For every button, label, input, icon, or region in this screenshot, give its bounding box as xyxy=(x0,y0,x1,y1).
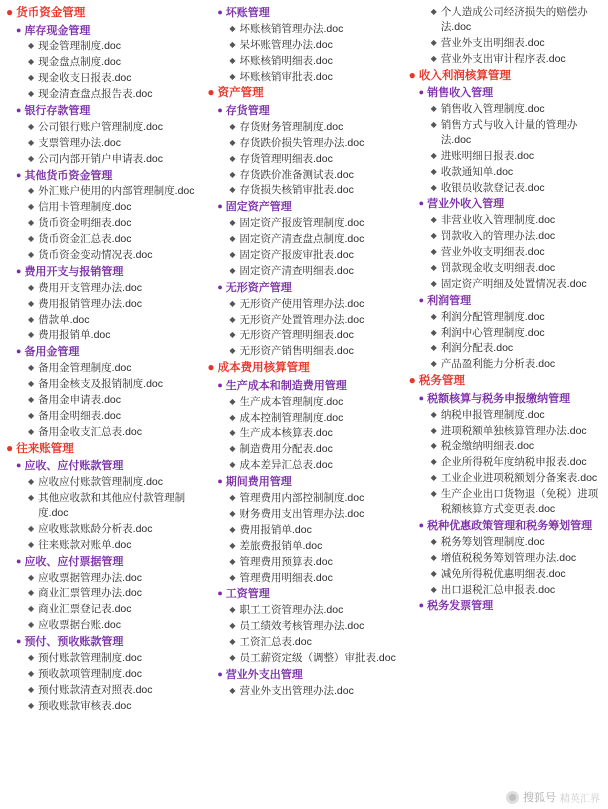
column-2 xyxy=(203,4,404,700)
bullet-icon: ● xyxy=(6,440,14,455)
list-item[interactable]: ◆ 罚款现金收支明细表.doc xyxy=(430,261,556,274)
dot-icon: ◆ xyxy=(430,359,437,369)
dot-icon: ◆ xyxy=(229,556,236,566)
list-item[interactable]: ◆ 职工工资管理办法.doc xyxy=(229,604,344,617)
list-item[interactable]: ◆ 增值税税务筹划管理办法.doc xyxy=(430,551,577,564)
dot-icon: ◆ xyxy=(229,314,236,324)
subsection-heading: ● 期间费用管理 xyxy=(217,476,292,489)
subsection-heading: ● 税种优惠政策管理和税务筹划管理 xyxy=(418,519,593,532)
bullet-icon: ● xyxy=(217,379,223,390)
list-item[interactable]: ◆ 外汇账户使用的内部管理制度.doc xyxy=(28,185,195,198)
dot-icon: ◆ xyxy=(28,89,35,99)
list-item[interactable]: ◆ 利润分配管理制度.doc xyxy=(430,310,545,323)
bullet-icon: ● xyxy=(16,460,22,471)
list-item[interactable]: ◆ 费用报销管理办法.doc xyxy=(28,297,143,310)
dot-icon: ◆ xyxy=(28,604,35,614)
bullet-icon: ● xyxy=(16,265,22,276)
bullet-icon: ● xyxy=(217,201,223,212)
dot-icon: ◆ xyxy=(430,37,437,47)
section-heading: ● 成本费用核算管理 xyxy=(207,360,310,375)
list-item[interactable]: ◆ 收款通知单.doc xyxy=(430,165,514,178)
dot-icon: ◆ xyxy=(430,103,437,113)
dot-icon: ◆ xyxy=(430,166,437,176)
list-item[interactable]: ◆ 无形资产处置管理办法.doc xyxy=(229,313,365,326)
dot-icon: ◆ xyxy=(229,508,236,518)
section-heading: ● 货币资金管理 xyxy=(6,5,86,19)
list-item[interactable]: ◆ 固定资产清查盘点制度.doc xyxy=(229,233,365,246)
column-1 xyxy=(2,4,203,715)
subsection-heading: ● 应收、应付账款管理 xyxy=(16,460,124,473)
list-item[interactable]: ◆ 差旅费报销单.doc xyxy=(229,539,323,552)
bullet-icon: ● xyxy=(408,373,416,388)
list-item[interactable]: ◆ 费用报销单.doc xyxy=(28,329,111,342)
dot-icon: ◆ xyxy=(28,539,35,549)
dot-icon: ◆ xyxy=(229,346,236,356)
dot-icon: ◆ xyxy=(229,121,236,131)
list-item[interactable]: ◆ 员工薪资定级（调整）审批表.doc xyxy=(229,652,396,665)
list-item[interactable]: ◆ 坏账核销明细表.doc xyxy=(229,54,333,67)
dot-icon: ◆ xyxy=(28,282,35,292)
list-item[interactable]: ◆ 坏账核销审批表.doc xyxy=(229,70,333,83)
list-item[interactable]: ◆ 现金清查盘点报告表.doc xyxy=(28,88,153,101)
bullet-icon: ● xyxy=(408,67,416,82)
bullet-icon: ● xyxy=(16,104,22,115)
list-item[interactable]: ◆ 存货跌价损失管理办法.doc xyxy=(229,136,365,149)
list-item[interactable]: ◆ 管理费用内部控制制度.doc xyxy=(229,492,365,505)
column-3 xyxy=(405,4,606,615)
dot-icon: ◆ xyxy=(229,460,236,470)
bullet-icon: ● xyxy=(217,104,223,115)
dot-icon: ◆ xyxy=(229,137,236,147)
list-item[interactable]: ◆ 出口退税汇总申报表.doc xyxy=(430,583,556,596)
dot-icon: ◆ xyxy=(229,493,236,503)
subsection-heading: ● 销售收入管理 xyxy=(418,87,494,100)
dot-icon: ◆ xyxy=(229,572,236,582)
dot-icon: ◆ xyxy=(28,684,35,694)
bullet-icon: ● xyxy=(16,346,22,357)
list-item[interactable]: ◆ 预付账款管理制度.doc xyxy=(28,651,143,664)
dot-icon: ◆ xyxy=(229,396,236,406)
list-item[interactable]: ◆ 公司内部开销户申请表.doc xyxy=(28,152,164,165)
list-item[interactable]: ◆ 预收款项管理制度.doc xyxy=(28,667,143,680)
list-item[interactable]: ◆ 往来账款对账单.doc xyxy=(28,538,132,551)
dot-icon: ◆ xyxy=(229,169,236,179)
bullet-icon: ● xyxy=(217,281,223,292)
list-item[interactable]: ◆ 支票管理办法.doc xyxy=(28,136,122,149)
bullet-icon: ● xyxy=(16,555,22,566)
dot-icon: ◆ xyxy=(229,637,236,647)
subsection-heading: ● 税务发票管理 xyxy=(418,600,494,613)
list-item[interactable]: ◆ 财务费用支出管理办法.doc xyxy=(229,507,365,520)
dot-icon: ◆ xyxy=(229,298,236,308)
dot-icon: ◆ xyxy=(430,247,437,257)
list-item[interactable]: ◆ 预收账款审核表.doc xyxy=(28,699,132,712)
list-item[interactable]: ◆ 备用金明细表.doc xyxy=(28,409,122,422)
subsection-heading: ● 备用金管理 xyxy=(16,346,80,359)
subsection-heading: ● 应收、应付票据管理 xyxy=(16,555,124,568)
list-item[interactable]: ◆ 商业汇票登记表.doc xyxy=(28,603,132,616)
bullet-icon: ● xyxy=(418,198,425,209)
list-item[interactable]: ◆ 罚款收入的管理办法.doc xyxy=(430,230,556,243)
list-item[interactable]: ◆ 管理费用预算表.doc xyxy=(229,555,333,568)
subsection-heading: ● 费用开支与报销管理 xyxy=(16,265,124,278)
section-heading: ● 往来账管理 xyxy=(6,440,74,455)
list-item[interactable]: ◆ 成本控制管理制度.doc xyxy=(229,411,344,424)
dot-icon: ◆ xyxy=(28,218,35,228)
dot-icon: ◆ xyxy=(430,343,437,353)
dot-icon: ◆ xyxy=(229,218,236,228)
list-item[interactable]: ◆ 存货财务管理制度.doc xyxy=(229,120,344,133)
list-item[interactable]: ◆ 存货跌价准备测试表.doc xyxy=(229,168,354,181)
list-item[interactable]: ◆ 生产成本核算表.doc xyxy=(229,427,333,440)
subsection-heading: ● 库存现金管理 xyxy=(16,24,91,37)
bullet-icon: ● xyxy=(418,294,425,305)
subsection-heading: ● 税额核算与税务申报缴纳管理 xyxy=(418,392,571,405)
dot-icon: ◆ xyxy=(28,298,35,308)
dot-icon: ◆ xyxy=(28,572,35,582)
dot-icon: ◆ xyxy=(28,121,35,131)
list-item[interactable]: ◆ 企业所得税年度纳税申报表.doc xyxy=(430,456,587,469)
dot-icon: ◆ xyxy=(430,182,437,192)
dot-icon: ◆ xyxy=(28,588,35,598)
dot-icon: ◆ xyxy=(229,55,236,65)
dot-icon: ◆ xyxy=(430,327,437,337)
dot-icon: ◆ xyxy=(28,153,35,163)
dot-icon: ◆ xyxy=(430,262,437,272)
dot-icon: ◆ xyxy=(430,409,437,419)
watermark xyxy=(506,789,600,805)
list-item[interactable]: ◆ 管理费用明细表.doc xyxy=(229,571,333,584)
list-item[interactable]: ◆ 税务筹划管理制度.doc xyxy=(430,535,545,548)
list-item[interactable]: ◆ 应收票据管理办法.doc xyxy=(28,571,143,584)
dot-icon: ◆ xyxy=(430,215,437,225)
dot-icon: ◆ xyxy=(229,653,236,663)
dot-icon: ◆ xyxy=(28,186,35,196)
bullet-icon: ● xyxy=(418,519,425,530)
list-item[interactable]: ◆ 非营业收入管理制度.doc xyxy=(430,214,556,227)
dot-icon: ◆ xyxy=(430,53,437,63)
list-item[interactable]: ◆ 货币资金变动情况表.doc xyxy=(28,249,153,262)
list-item[interactable]: ◆ 应收票据台账.doc xyxy=(28,619,122,632)
dot-icon: ◆ xyxy=(28,620,35,630)
dot-icon: ◆ xyxy=(430,489,437,499)
list-item[interactable]: ◆ 成本差异汇总表.doc xyxy=(229,459,333,472)
subsection-heading: ● 预付、预收账款管理 xyxy=(16,636,124,649)
dot-icon: ◆ xyxy=(28,73,35,83)
dot-icon: ◆ xyxy=(28,250,35,260)
list-item[interactable]: ◆ 产品盈利能力分析表.doc xyxy=(430,358,556,371)
list-item[interactable]: ◆ 呆坏账管理办法.doc xyxy=(229,38,333,51)
list-item[interactable]: ◆ 现金收支日报表.doc xyxy=(28,72,132,85)
subsection-heading: ● 工资管理 xyxy=(217,588,270,601)
list-item[interactable]: ◆ 利润中心管理制度.doc xyxy=(430,326,545,339)
dot-icon: ◆ xyxy=(229,39,236,49)
list-item[interactable]: ◆ 无形资产管理明细表.doc xyxy=(229,329,354,342)
dot-icon: ◆ xyxy=(28,379,35,389)
list-item[interactable]: ◆ 备用金核支及报销制度.doc xyxy=(28,378,164,391)
dot-icon: ◆ xyxy=(28,41,35,51)
section-heading: ● 收入利润核算管理 xyxy=(408,67,511,82)
dot-icon: ◆ xyxy=(28,330,35,340)
dot-icon: ◆ xyxy=(28,410,35,420)
list-item[interactable]: ◆ 固定资产报废管理制度.doc xyxy=(229,217,365,230)
list-item[interactable]: ◆ 营业外支出明细表.doc xyxy=(430,36,545,49)
list-item[interactable]: ◆ 营业外支出审计程序表.doc xyxy=(430,52,566,65)
list-item[interactable]: ◆ 员工绩效考核管理办法.doc xyxy=(229,620,365,633)
list-item[interactable]: ◆ 营业外收支明细表.doc xyxy=(430,246,545,259)
subsection-heading: ● 其他货币资金管理 xyxy=(16,169,113,182)
list-item[interactable]: ◆ 货币资金明细表.doc xyxy=(28,217,132,230)
dot-icon: ◆ xyxy=(430,7,437,16)
dot-icon: ◆ xyxy=(430,278,437,288)
list-item[interactable]: ◆ 预付账款清查对照表.doc xyxy=(28,683,153,696)
list-item[interactable]: ◆ 备用金收支汇总表.doc xyxy=(28,425,143,438)
list-item[interactable]: ◆ 进账明细日报表.doc xyxy=(430,149,535,162)
dot-icon: ◆ xyxy=(229,185,236,195)
list-item[interactable]: ◆ 生产企业出口货物退（免税）进项税额核算方式变更表.doc xyxy=(430,488,599,516)
subsection-heading: ● 存货管理 xyxy=(217,104,270,117)
dot-icon: ◆ xyxy=(28,426,35,436)
list-item[interactable]: ◆ 存货管理明细表.doc xyxy=(229,152,333,165)
list-item[interactable]: ◆ 固定资产明细及处置情况表.doc xyxy=(430,277,587,290)
list-item[interactable]: ◆ 公司银行账户管理制度.doc xyxy=(28,120,164,133)
dot-icon: ◆ xyxy=(229,444,236,454)
bullet-icon: ● xyxy=(16,169,22,180)
dot-icon: ◆ xyxy=(229,621,236,631)
dot-icon: ◆ xyxy=(229,685,236,695)
list-item[interactable]: ◆ 税金缴纳明细表.doc xyxy=(430,440,535,453)
list-item[interactable]: ◆ 营业外支出管理办法.doc xyxy=(229,684,354,697)
dot-icon: ◆ xyxy=(28,668,35,678)
subsection-heading: ● 坏账管理 xyxy=(217,7,270,19)
section-heading: ● 资产管理 xyxy=(207,85,264,100)
list-item[interactable]: ◆ 信用卡管理制度.doc xyxy=(28,201,132,214)
subsection-heading: ● 生产成本和制造费用管理 xyxy=(217,379,347,392)
dot-icon: ◆ xyxy=(28,652,35,662)
bullet-icon: ● xyxy=(16,24,22,35)
dot-icon: ◆ xyxy=(28,314,35,324)
dot-icon: ◆ xyxy=(28,137,35,147)
list-item[interactable]: ◆ 费用报销单.doc xyxy=(229,523,312,536)
subsection-heading: ● 银行存款管理 xyxy=(16,104,91,117)
dot-icon: ◆ xyxy=(28,395,35,405)
dot-icon: ◆ xyxy=(430,119,437,129)
bullet-icon: ● xyxy=(418,600,425,611)
subsection-heading: ● 营业外收入管理 xyxy=(418,198,505,211)
list-item[interactable]: ◆ 个人造成公司经济损失的赔偿办法.doc xyxy=(430,6,588,33)
list-item[interactable]: ◆ 货币资金汇总表.doc xyxy=(28,233,132,246)
watermark-subtitle: 精英汇界 xyxy=(560,793,600,805)
list-item[interactable]: ◆ 存货损失核销审批表.doc xyxy=(229,184,354,197)
dot-icon: ◆ xyxy=(229,330,236,340)
dot-icon: ◆ xyxy=(28,363,35,373)
subsection-heading: ● 无形资产管理 xyxy=(217,281,292,294)
dot-icon: ◆ xyxy=(229,605,236,615)
list-item[interactable]: ◆ 应收账款账龄分析表.doc xyxy=(28,522,153,535)
bullet-icon: ● xyxy=(207,360,215,375)
dot-icon: ◆ xyxy=(430,473,437,483)
dot-icon: ◆ xyxy=(430,568,437,578)
watermark-brand: 搜狐号 xyxy=(523,792,556,804)
dot-icon: ◆ xyxy=(430,425,437,435)
list-item[interactable]: ◆ 费用开支管理办法.doc xyxy=(28,281,143,294)
dot-icon: ◆ xyxy=(28,234,35,244)
dot-icon: ◆ xyxy=(430,311,437,321)
bullet-icon: ● xyxy=(217,668,223,679)
bullet-icon: ● xyxy=(217,476,223,487)
list-item[interactable]: ◆ 坏账核销管理办法.doc xyxy=(229,22,344,35)
dot-icon: ◆ xyxy=(28,477,35,487)
dot-icon: ◆ xyxy=(229,524,236,534)
dot-icon: ◆ xyxy=(28,700,35,710)
bullet-icon: ● xyxy=(6,5,14,19)
section-heading: ● 税务管理 xyxy=(408,373,465,388)
list-item[interactable]: ◆ 无形资产销售明细表.doc xyxy=(229,345,354,358)
sohu-logo-icon xyxy=(506,791,519,804)
list-item[interactable]: ◆ 工业企业进项税额划分备案表.doc xyxy=(430,472,598,485)
dot-icon: ◆ xyxy=(229,234,236,244)
dot-icon: ◆ xyxy=(430,552,437,562)
dot-icon: ◆ xyxy=(430,457,437,467)
list-item[interactable]: ◆ 现金管理制度.doc xyxy=(28,40,122,53)
bullet-icon: ● xyxy=(16,636,22,647)
dot-icon: ◆ xyxy=(430,536,437,546)
dot-icon: ◆ xyxy=(229,250,236,260)
dot-icon: ◆ xyxy=(229,428,236,438)
dot-icon: ◆ xyxy=(28,523,35,533)
bullet-icon: ● xyxy=(418,87,425,98)
list-item[interactable]: ◆ 进项税额单独核算管理办法.doc xyxy=(430,424,587,437)
list-item[interactable]: ◆ 备用金管理制度.doc xyxy=(28,362,132,375)
list-item[interactable]: ◆ 现金盘点制度.doc xyxy=(28,56,122,69)
dot-icon: ◆ xyxy=(229,540,236,550)
list-item[interactable]: ◆ 应收应付账款管理制度.doc xyxy=(28,476,164,489)
dot-icon: ◆ xyxy=(229,265,236,275)
dot-icon: ◆ xyxy=(229,23,236,33)
dot-icon: ◆ xyxy=(28,57,35,67)
dot-icon: ◆ xyxy=(430,231,437,241)
dot-icon: ◆ xyxy=(229,153,236,163)
bullet-icon: ● xyxy=(207,85,215,100)
dot-icon: ◆ xyxy=(430,150,437,160)
dot-icon: ◆ xyxy=(430,584,437,594)
bullet-icon: ● xyxy=(217,7,223,17)
dot-icon: ◆ xyxy=(28,202,35,212)
list-item[interactable]: ◆ 固定资产报废审批表.doc xyxy=(229,249,354,262)
list-item[interactable]: ◆ 销售收入管理制度.doc xyxy=(430,102,545,115)
list-item[interactable]: ◆ 收银员收款登记表.doc xyxy=(430,181,545,194)
list-item[interactable]: ◆ 备用金申请表.doc xyxy=(28,394,122,407)
dot-icon: ◆ xyxy=(430,441,437,451)
list-item[interactable]: ◆ 生产成本管理制度.doc xyxy=(229,395,344,408)
list-item[interactable]: ◆ 工资汇总表.doc xyxy=(229,636,312,649)
list-item[interactable]: ◆ 其他应收款和其他应付款管理制度.doc xyxy=(28,492,186,519)
subsection-heading: ● 固定资产管理 xyxy=(217,201,292,214)
list-item[interactable]: ◆ 销售方式与收入计量的管理办法.doc xyxy=(430,118,578,146)
list-item[interactable]: ◆ 制造费用分配表.doc xyxy=(229,443,333,456)
bullet-icon: ● xyxy=(217,588,223,599)
list-item[interactable]: ◆ 固定资产清查明细表.doc xyxy=(229,264,354,277)
list-item[interactable]: ◆ 利润分配表.doc xyxy=(430,342,514,355)
list-item[interactable]: ◆ 无形资产使用管理办法.doc xyxy=(229,297,365,310)
dot-icon: ◆ xyxy=(28,493,35,503)
dot-icon: ◆ xyxy=(229,412,236,422)
bullet-icon: ● xyxy=(418,392,425,403)
dot-icon: ◆ xyxy=(229,71,236,81)
list-item[interactable]: ◆ 纳税申报管理制度.doc xyxy=(430,408,545,421)
list-item[interactable]: ◆ 借款单.doc xyxy=(28,313,90,326)
subsection-heading: ● 营业外支出管理 xyxy=(217,668,303,681)
list-item[interactable]: ◆ 减免所得税优惠明细表.doc xyxy=(430,567,566,580)
three-column-layout xyxy=(2,4,606,715)
list-item[interactable]: ◆ 商业汇票管理办法.doc xyxy=(28,587,143,600)
subsection-heading: ● 利润管理 xyxy=(418,294,472,307)
